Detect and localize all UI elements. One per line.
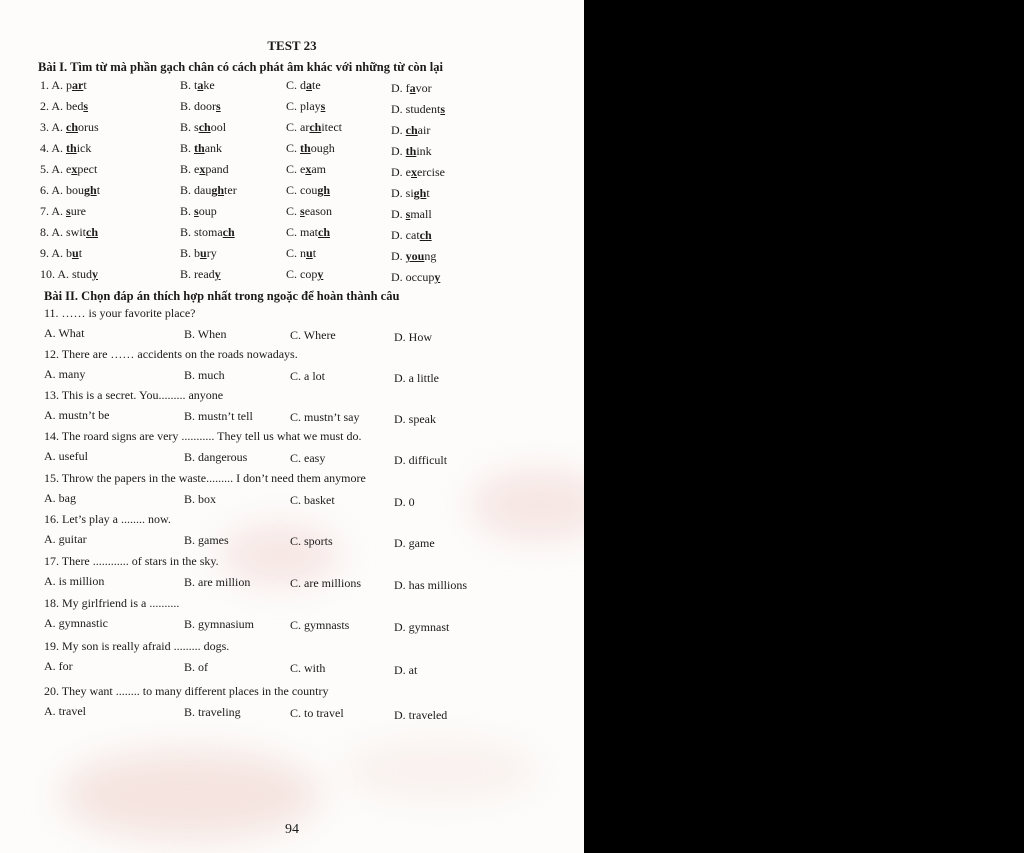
answer-option: B. are million [184,575,251,590]
answer-option: B. stomach [180,225,235,239]
answer-option: C. to travel [290,706,344,721]
answer-option: B. mustn’t tell [184,409,253,424]
answer-option: B. thank [180,141,223,155]
answer-option: 3. A. chorus [40,120,99,134]
answer-option: D. small [391,207,432,221]
underlined-sound: th [194,141,205,155]
answer-options-row [0,491,584,509]
underlined-sound: s [66,204,71,218]
answer-option: C. nut [286,246,317,260]
question-stem: 16. Let’s play a ........ now. [44,512,171,526]
answer-option: A. travel [44,704,86,718]
underlined-sound: s [194,204,199,218]
answer-option: A. is million [44,574,105,588]
answer-options-row [0,408,584,426]
answer-option: B. school [180,120,227,134]
underlined-sound: y [92,267,99,281]
underlined-sound: s [216,99,221,113]
underlined-sound: gh [84,183,97,197]
answer-option: A. for [44,659,73,673]
underlined-sound: ch [86,225,99,239]
answer-option: C. though [286,141,335,155]
underlined-sound: s [320,99,326,113]
answer-option: 8. A. switch [40,225,99,239]
answer-option: B. gymnasium [184,617,255,632]
answer-option: B. box [184,492,217,507]
underlined-sound: ch [198,120,211,134]
underlined-sound: ch [309,120,322,134]
answer-option: B. take [180,78,215,92]
answer-option: C. match [286,225,330,239]
answer-option: A. useful [44,449,88,463]
answer-option: C. easy [290,451,326,466]
answer-option: C. season [286,204,333,218]
answer-options-row [0,704,584,722]
answer-option: A. gymnastic [44,616,108,630]
answer-option: D. difficult [394,452,448,467]
answer-option: D. occupy [391,270,441,284]
answer-option: C. exam [286,162,327,176]
underlined-sound: you [405,249,425,263]
answer-option: D. 0 [394,494,415,509]
answer-option: C. Where [290,328,336,343]
answer-option: D. at [394,662,418,677]
answer-options-row [0,449,584,467]
answer-option: B. games [184,533,229,548]
answer-option: D. speak [394,411,436,426]
answer-options-row [0,326,584,344]
pronunciation-question [0,204,584,222]
answer-option: 4. A. thick [40,141,92,155]
underlined-sound: y [434,270,441,284]
pronunciation-question [0,120,584,138]
answer-option: B. dangerous [184,450,248,465]
question-stem: 19. My son is really afraid ......... dogs. [44,639,230,653]
answer-option: B. doors [180,99,221,113]
underlined-sound: y [214,267,221,281]
answer-option: C. a lot [290,369,325,384]
question-stem: 14. The roard signs are very ........... They tell us what we must do. [44,429,362,443]
answer-option: 10. A. study [40,267,99,281]
answer-option: D. traveled [394,707,448,722]
answer-option: C. plays [286,99,326,113]
underlined-sound: u [306,246,313,260]
pronunciation-question [0,183,584,201]
answer-options-row [0,574,584,592]
answer-options-row [0,616,584,634]
answer-option: D. young [391,249,437,263]
underlined-sound: a [409,81,416,95]
answer-option: B. of [184,660,208,675]
question-stem: 18. My girlfriend is a .......... [44,596,180,610]
underlined-sound: u [200,246,207,260]
answer-option: D. a little [394,370,439,385]
answer-option: D. has millions [394,577,468,592]
answer-option: D. catch [391,228,432,242]
answer-option: C. date [286,78,321,92]
answer-option: D. chair [391,123,431,137]
answer-option: A. What [44,326,85,340]
answer-option: 7. A. sure [40,204,87,218]
question-stem: 17. There ............ of stars in the sky. [44,554,219,568]
underlined-sound: th [66,141,77,155]
pronunciation-question [0,162,584,180]
answer-option: D. students [391,102,446,116]
answer-option: D. exercise [391,165,445,179]
underlined-sound: s [440,102,446,116]
underlined-sound: ch [405,123,418,137]
underlined-sound: a [197,78,204,92]
test-title: TEST 23 [267,38,317,53]
section-1-heading: Bài I. Tìm từ mà phần gạch chân có cách phát âm khác với những từ còn lại [38,60,443,74]
answer-option: C. architect [286,120,342,134]
question-stem: 13. This is a secret. You......... anyone [44,388,224,402]
pronunciation-question [0,141,584,159]
answer-option: B. much [184,368,225,383]
pronunciation-question [0,99,584,117]
underlined-sound: ch [419,228,432,242]
answer-option: C. sports [290,534,333,549]
underlined-sound: s [405,207,411,221]
answer-option: B. soup [180,204,217,218]
answer-option: C. cough [286,183,331,197]
underlined-sound: gh [317,183,331,197]
answer-option: A. guitar [44,532,87,546]
underlined-sound: ar [72,78,84,92]
answer-option: D. sight [391,186,430,200]
answer-options-row [0,659,584,677]
pronunciation-question [0,78,584,96]
answer-options-row [0,367,584,385]
answer-option: 2. A. beds [40,99,89,113]
answer-option: D. How [394,329,432,344]
underlined-sound: ch [222,225,235,239]
answer-option: D. game [394,535,435,550]
answer-option: A. bag [44,491,76,505]
pronunciation-question [0,267,584,285]
underlined-sound: x [71,162,78,176]
answer-option: B. traveling [184,705,241,720]
answer-option: D. favor [391,81,432,95]
answer-option: B. expand [180,162,229,176]
underlined-sound: s [83,99,89,113]
question-stem: 11. …… is your favorite place? [44,306,196,320]
answer-option: D. think [391,144,432,158]
underlined-sound: th [300,141,311,155]
underlined-sound: x [411,165,417,179]
underlined-sound: a [306,78,313,92]
underlined-sound: u [72,246,79,260]
underlined-sound: x [305,162,312,176]
question-stem: 20. They want ........ to many different places in the country [44,684,329,698]
answer-option: A. many [44,367,86,381]
underlined-sound: gh [211,183,225,197]
section-2-heading: Bài II. Chọn đáp án thích hợp nhất trong ngoặc để hoàn thành câu [44,289,400,303]
underlined-sound: ch [318,225,330,239]
answer-option: C. are millions [290,576,361,591]
answer-option: C. with [290,661,326,676]
answer-option: C. mustn’t say [290,410,360,425]
answer-option: B. When [184,327,227,342]
underlined-sound: ch [66,120,79,134]
underlined-sound: y [317,267,324,281]
page-number: 94 [285,822,299,837]
answer-option: D. gymnast [394,619,450,634]
answer-option: 6. A. bought [40,183,101,197]
underlined-sound: th [405,144,417,158]
answer-option: C. copy [286,267,324,281]
answer-option: 5. A. expect [40,162,98,176]
answer-option: 9. A. but [40,246,83,260]
underlined-sound: gh [413,186,427,200]
pronunciation-question [0,246,584,264]
underlined-sound: s [300,204,305,218]
answer-option: 1. A. part [40,78,87,92]
answer-option: B. daughter [180,183,237,197]
answer-option: B. bury [180,246,217,260]
answer-options-row [0,532,584,550]
answer-option: C. gymnasts [290,618,350,633]
answer-option: C. basket [290,493,335,508]
question-stem: 12. There are …… accidents on the roads nowadays. [44,347,298,361]
question-stem: 15. Throw the papers in the waste......... I don’t need them anymore [44,471,366,485]
pronunciation-question [0,225,584,243]
answer-option: A. mustn’t be [44,408,110,422]
underlined-sound: x [199,162,206,176]
scan-edge-mark [320,0,580,4]
scan-stain [340,740,540,800]
answer-option: B. ready [180,267,221,281]
